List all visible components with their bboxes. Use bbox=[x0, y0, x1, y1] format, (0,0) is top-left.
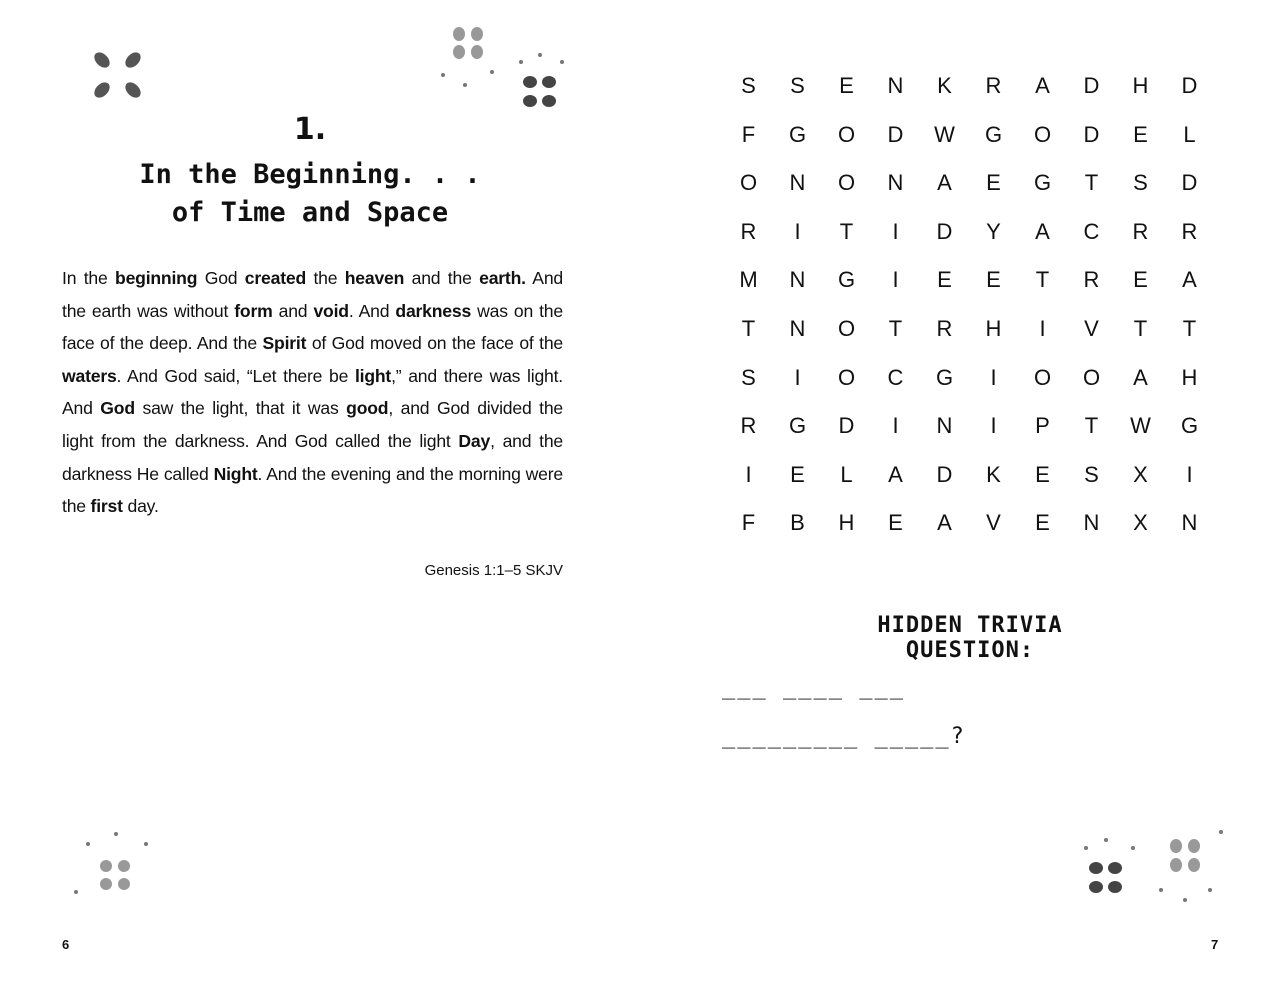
word-search-letter[interactable]: A bbox=[1035, 73, 1050, 98]
word-search-letter[interactable]: D bbox=[887, 121, 904, 147]
passage-keyword: earth. bbox=[479, 268, 526, 288]
flower-ornament bbox=[1078, 820, 1228, 910]
word-search-letter[interactable]: A bbox=[888, 461, 903, 487]
word-search-letter[interactable]: E bbox=[888, 510, 903, 536]
chapter-title bbox=[90, 156, 530, 232]
word-search-letter[interactable]: E bbox=[1035, 510, 1050, 536]
word-search-letter[interactable]: T bbox=[1182, 315, 1197, 341]
passage-text: of God moved on the face of the bbox=[306, 333, 563, 354]
word-search-letter[interactable]: T bbox=[1084, 413, 1099, 439]
word-search-letter[interactable]: N bbox=[789, 170, 806, 196]
word-search-letter[interactable]: R bbox=[1132, 218, 1149, 244]
passage-keyword: darkness bbox=[395, 300, 472, 321]
passage-keyword: good bbox=[346, 398, 389, 419]
word-search-letter[interactable]: H bbox=[1181, 364, 1198, 390]
word-search-letter[interactable]: C bbox=[887, 364, 904, 390]
word-search-letter[interactable]: V bbox=[1084, 315, 1099, 341]
word-search-letter[interactable]: G bbox=[1033, 170, 1052, 196]
flower-ornament bbox=[68, 826, 158, 901]
word-search-letter[interactable]: S bbox=[741, 73, 756, 98]
word-search-letter[interactable]: D bbox=[1083, 121, 1100, 147]
word-search-letter[interactable]: A bbox=[937, 170, 952, 196]
right-page bbox=[640, 0, 1280, 987]
passage-text: , and God divided the light from the darkness. And God called the light bbox=[62, 398, 563, 451]
word-search-letter[interactable]: E bbox=[839, 73, 854, 98]
word-search-letter[interactable]: A bbox=[1182, 267, 1197, 293]
passage-text: and the bbox=[404, 268, 480, 288]
word-search-letter[interactable]: I bbox=[990, 364, 997, 390]
word-search-letter[interactable]: R bbox=[936, 315, 953, 341]
word-search-letter[interactable]: T bbox=[1084, 170, 1099, 196]
word-search-letter[interactable]: N bbox=[1083, 510, 1100, 536]
word-search-letter[interactable]: Y bbox=[986, 218, 1001, 244]
word-search-letter[interactable]: T bbox=[888, 315, 903, 341]
word-search-letter[interactable]: E bbox=[790, 461, 805, 487]
passage-keyword: waters bbox=[62, 365, 117, 386]
chapter-title-line: In the Beginning. . . bbox=[139, 159, 481, 190]
word-search-letter[interactable]: E bbox=[986, 170, 1001, 196]
word-search-letter[interactable]: G bbox=[837, 267, 856, 293]
word-search-letter[interactable]: X bbox=[1133, 461, 1148, 487]
word-search-letter[interactable]: T bbox=[839, 218, 854, 244]
word-search-letter[interactable]: K bbox=[986, 461, 1001, 487]
word-search-letter[interactable]: O bbox=[837, 121, 856, 147]
passage-text: , and the darkness He called bbox=[62, 430, 563, 484]
word-search-letter[interactable]: C bbox=[1083, 218, 1100, 244]
passage-text: . And the evening and the morning were the bbox=[62, 463, 564, 517]
word-search-letter[interactable]: L bbox=[1183, 121, 1196, 147]
word-search-letter[interactable]: N bbox=[887, 73, 904, 98]
word-search-letter[interactable]: F bbox=[741, 121, 756, 147]
word-search-letter[interactable]: G bbox=[788, 413, 807, 439]
word-search-letter[interactable]: D bbox=[936, 461, 953, 487]
word-search-letter[interactable]: N bbox=[789, 267, 806, 293]
word-search-letter[interactable]: X bbox=[1133, 510, 1148, 536]
word-search-letter[interactable]: O bbox=[837, 170, 856, 196]
word-search-letter[interactable]: T bbox=[1133, 315, 1148, 341]
word-search-letter[interactable]: I bbox=[1039, 315, 1046, 341]
word-search-letter[interactable]: S bbox=[741, 364, 756, 390]
word-search-letter[interactable]: E bbox=[986, 267, 1001, 293]
word-search-letter[interactable]: I bbox=[892, 413, 899, 439]
word-search-letter[interactable]: G bbox=[1180, 413, 1199, 439]
passage-keyword: God bbox=[100, 398, 135, 419]
trivia-blank-line[interactable]: _________ _____? bbox=[722, 724, 966, 749]
word-search-letter[interactable]: E bbox=[1133, 267, 1148, 293]
passage-text: ,” and there was light. And bbox=[62, 365, 563, 419]
chapter-title-line: of Time and Space bbox=[171, 197, 449, 228]
passage-text: . And God said, “Let there be bbox=[116, 365, 355, 386]
flower-ornament bbox=[90, 46, 150, 106]
word-search-letter[interactable]: D bbox=[1083, 73, 1100, 98]
word-search-letter[interactable]: O bbox=[1082, 364, 1101, 390]
scripture-reference: Genesis 1:1–5 SKJV bbox=[424, 562, 563, 579]
passage-keyword: Day bbox=[458, 430, 491, 451]
passage-keyword: void bbox=[313, 300, 349, 321]
word-search-letter[interactable]: E bbox=[937, 267, 952, 293]
word-search-letter[interactable]: A bbox=[1035, 218, 1050, 244]
word-search-letter[interactable]: D bbox=[1181, 73, 1198, 98]
word-search-letter[interactable]: E bbox=[1035, 461, 1050, 487]
word-search-letter[interactable]: W bbox=[934, 121, 955, 147]
passage-text: saw the light, that it was bbox=[134, 398, 347, 419]
word-search-letter[interactable]: W bbox=[1130, 413, 1151, 439]
passage-keyword: form bbox=[234, 300, 273, 321]
word-search-letter[interactable]: E bbox=[1133, 121, 1148, 147]
word-search-letter[interactable]: T bbox=[741, 315, 756, 341]
word-search-letter[interactable]: O bbox=[1033, 121, 1052, 147]
word-search-letter[interactable]: I bbox=[745, 461, 752, 487]
passage-text: God bbox=[197, 268, 245, 288]
word-search-letter[interactable]: R bbox=[740, 218, 757, 244]
word-search-letter[interactable]: H bbox=[838, 510, 855, 536]
trivia-heading: HIDDEN TRIVIA QUESTION: bbox=[877, 613, 1063, 663]
passage-text: day. bbox=[122, 496, 159, 517]
word-search-letter[interactable]: K bbox=[937, 73, 952, 98]
flower-ornament bbox=[435, 20, 575, 115]
word-search-letter[interactable]: G bbox=[984, 121, 1003, 147]
word-search-letter[interactable]: S bbox=[1133, 170, 1148, 196]
word-search-letter[interactable]: I bbox=[1186, 461, 1193, 487]
word-search-letter[interactable]: I bbox=[892, 218, 899, 244]
word-search-letter[interactable]: H bbox=[1132, 73, 1149, 98]
word-search-letter[interactable]: I bbox=[794, 218, 801, 244]
word-search-letter[interactable]: R bbox=[1083, 267, 1100, 293]
word-search-letter[interactable]: S bbox=[1084, 461, 1099, 487]
trivia-blank-line[interactable]: ___ ____ ___ bbox=[722, 675, 905, 700]
word-search-letter[interactable]: N bbox=[1181, 510, 1198, 536]
word-search-letter[interactable]: N bbox=[789, 315, 806, 341]
word-search-letter[interactable]: R bbox=[985, 73, 1002, 98]
word-search-letter[interactable]: N bbox=[936, 413, 953, 439]
word-search-letter[interactable]: I bbox=[892, 267, 899, 293]
passage-keyword: first bbox=[90, 496, 123, 517]
scripture-passage bbox=[62, 262, 563, 523]
chapter-number: 1. bbox=[293, 112, 327, 147]
passage-text: And the earth was without bbox=[62, 268, 563, 321]
word-search-letter[interactable]: L bbox=[840, 461, 853, 487]
word-search-grid bbox=[724, 62, 1214, 548]
word-search-letter[interactable]: D bbox=[936, 218, 953, 244]
word-search-letter[interactable]: S bbox=[790, 73, 805, 98]
word-search-letter[interactable]: R bbox=[740, 413, 757, 439]
word-search-letter[interactable]: I bbox=[990, 413, 997, 439]
word-search-letter[interactable]: F bbox=[741, 510, 756, 536]
word-search-letter[interactable]: T bbox=[1035, 267, 1050, 293]
word-search-letter[interactable]: A bbox=[1133, 364, 1148, 390]
passage-keyword: Spirit bbox=[262, 333, 307, 354]
page-number: 7 bbox=[1211, 937, 1219, 952]
passage-text: the bbox=[306, 268, 345, 288]
passage-text: was on the face of the deep. And the bbox=[62, 300, 563, 354]
word-search-letter[interactable]: G bbox=[935, 364, 954, 390]
passage-keyword: created bbox=[244, 268, 306, 288]
word-search-letter[interactable]: A bbox=[937, 510, 952, 536]
word-search-letter[interactable]: D bbox=[1181, 170, 1198, 196]
word-search-letter[interactable]: B bbox=[790, 510, 805, 536]
word-search-letter[interactable]: O bbox=[1033, 364, 1052, 390]
word-search-letter[interactable]: H bbox=[985, 315, 1002, 341]
passage-text: . And bbox=[348, 300, 396, 321]
word-search-letter[interactable]: V bbox=[986, 510, 1001, 536]
word-search-letter[interactable]: N bbox=[887, 170, 904, 196]
passage-keyword: Night bbox=[213, 463, 258, 484]
word-search-letter[interactable]: P bbox=[1035, 413, 1050, 439]
word-search-letter[interactable]: D bbox=[838, 413, 855, 439]
word-search-letter[interactable]: R bbox=[1181, 218, 1198, 244]
passage-keyword: beginning bbox=[115, 268, 198, 288]
passage-keyword: light bbox=[354, 365, 392, 386]
word-search-letter[interactable]: M bbox=[739, 267, 758, 293]
word-search-letter[interactable]: O bbox=[837, 315, 856, 341]
passage-text: and bbox=[272, 300, 314, 321]
word-search-letter[interactable]: O bbox=[739, 170, 758, 196]
word-search-letter[interactable]: I bbox=[794, 364, 801, 390]
word-search-letter[interactable]: G bbox=[788, 121, 807, 147]
word-search-letter[interactable]: O bbox=[837, 364, 856, 390]
passage-text: In the bbox=[62, 268, 116, 288]
page-number: 6 bbox=[62, 937, 70, 952]
passage-keyword: heaven bbox=[344, 268, 405, 288]
